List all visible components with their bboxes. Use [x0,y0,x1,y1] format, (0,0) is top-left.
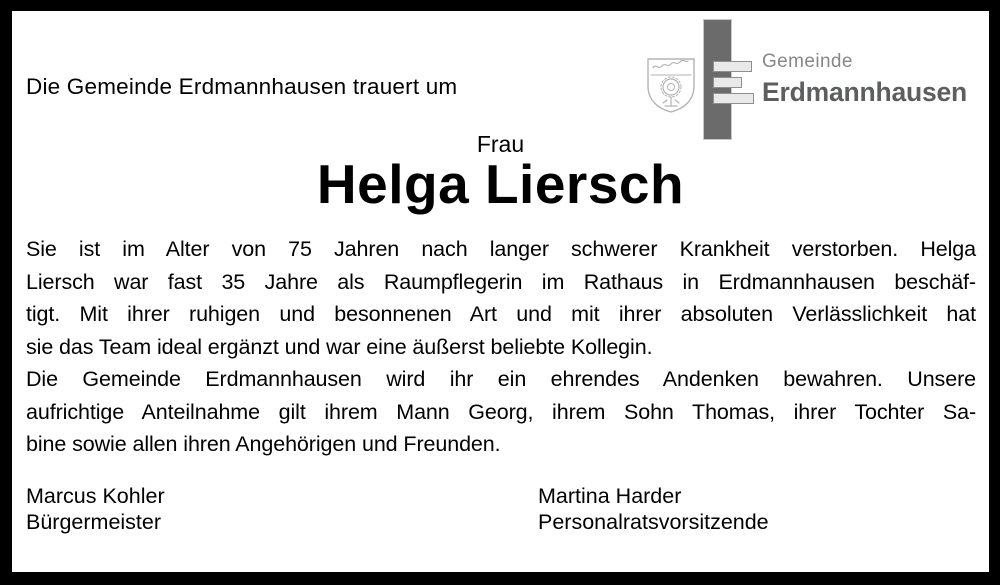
signature-staff-council-chair [538,483,769,535]
salutation: Frau [476,131,525,157]
signature-title: Bürgermeister [26,510,162,534]
obituary-paragraph-2 [26,363,976,461]
emblem-horizontal-bar-2 [713,77,742,88]
paragraph-line: tigt. Mit ihrer ruhigen und besonnenen Art und mit ihrer absoluten Verlässlichkeit hat [26,302,976,326]
paragraph-line: bine sowie allen ihren Angehörigen und Freunden. [26,432,501,456]
logo-gemeinde-text: Gemeinde [762,51,853,72]
paragraph-line: aufrichtige Anteilnahme gilt ihrem Mann Georg, ihrem Sohn Thomas, ihrer Tochter Sa- [26,399,976,424]
coat-of-arms-icon [645,57,697,114]
signature-name: Martina Harder [538,484,682,508]
emblem-horizontal-bar-3 [713,93,754,104]
obituary-notice-sheet [12,11,989,572]
paragraph-line: Sie ist im Alter von 75 Jahren nach langer schwerer Krankheit verstorben. Helga [26,237,976,261]
obituary-paragraph-1 [26,233,976,363]
signature-name: Marcus Kohler [26,484,165,508]
signature-mayor [26,483,165,535]
signature-title: Personalratsvorsitzende [538,510,769,534]
paragraph-line: sie das Team ideal ergänzt und war eine äußerst beliebte Kollegin. [26,334,653,359]
intro-line: Die Gemeinde Erdmannhausen trauert um [26,74,458,99]
paragraph-line: Die Gemeinde Erdmannhausen wird ihr ein ehrendes Andenken bewahren. Unsere [26,367,976,391]
deceased-name: Helga Liersch [316,153,685,215]
paragraph-line: Liersch war fast 35 Jahre als Raumpflegerin im Rathaus in Erdmannhausen beschäf- [26,269,976,294]
emblem-horizontal-bar-1 [713,61,752,72]
logo-erdmannhausen-text: Erdmannhausen [762,77,968,107]
